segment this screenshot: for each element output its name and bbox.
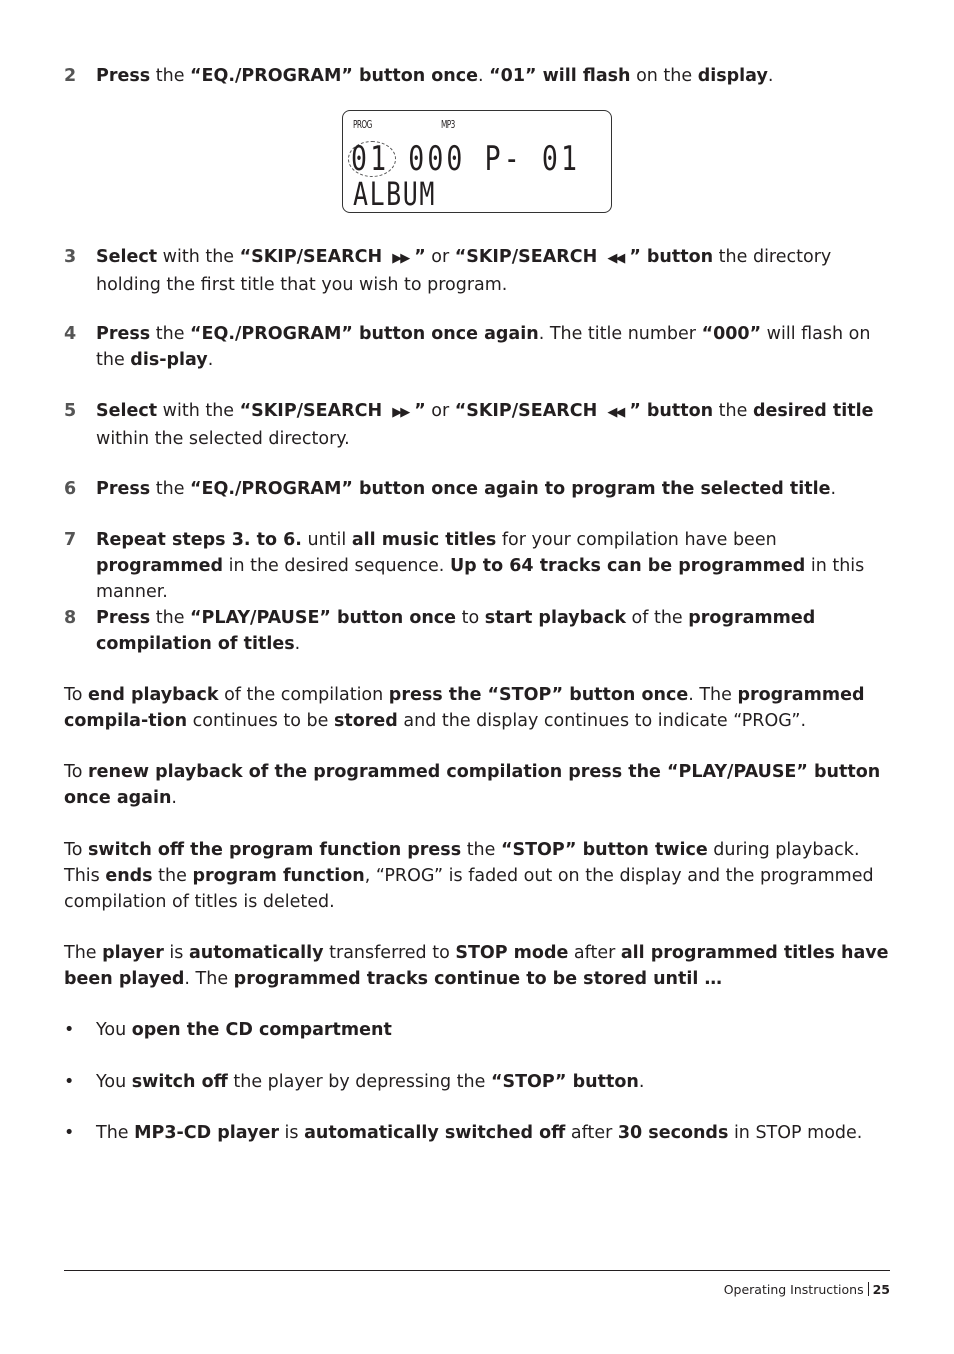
emphasis-run: “SKIP/SEARCH: [454, 247, 604, 267]
lcd-album-readout: ALBUM: [353, 175, 436, 213]
text-run: .: [171, 788, 177, 808]
text-run: .: [294, 634, 301, 654]
emphasis-run: ends: [105, 866, 153, 886]
text-run: The: [96, 1123, 135, 1143]
text-run: the: [150, 608, 191, 628]
lcd-main-readout: 01 000 P- 01: [351, 139, 581, 179]
text-run: the: [150, 66, 191, 86]
emphasis-run: all music titles: [351, 530, 497, 550]
emphasis-run: display: [697, 66, 768, 86]
text-run: .: [830, 479, 837, 499]
paragraph-switch-off-program: [64, 837, 890, 915]
text-run: in STOP mode.: [728, 1123, 863, 1143]
bullet-mark: •: [64, 1072, 75, 1092]
text-run: is: [163, 943, 189, 963]
emphasis-run: STOP mode: [455, 943, 569, 963]
text-run: of the: [625, 608, 689, 628]
emphasis-run: programmed: [96, 556, 224, 576]
emphasis-run: Press: [96, 479, 151, 499]
emphasis-run: “000”: [701, 324, 762, 344]
lcd-display: [342, 110, 612, 213]
emphasis-run: player: [102, 943, 164, 963]
text-run: the: [150, 324, 191, 344]
emphasis-run: all programmed titles have been played: [64, 943, 889, 989]
text-run: . The: [184, 969, 234, 989]
bullet-item: [64, 1069, 890, 1095]
footer-label: Operating Instructions: [723, 1282, 864, 1297]
text-run: You: [96, 1072, 132, 1092]
text-run: within the selected directory.: [96, 429, 350, 449]
text-run: transferred to: [323, 943, 456, 963]
text-run: or: [425, 247, 455, 267]
text-run: with the: [157, 401, 240, 421]
emphasis-run: program function: [192, 866, 365, 886]
text-run: the: [150, 479, 191, 499]
emphasis-run: “PLAY/PAUSE” button once: [190, 608, 457, 628]
skip-search-symbol: ◀◀: [607, 405, 624, 420]
step-text: [96, 321, 890, 373]
emphasis-run: start playback: [484, 608, 626, 628]
emphasis-run: “SKIP/SEARCH: [239, 247, 389, 267]
text-run: or: [425, 401, 455, 421]
emphasis-run: renew playback of the programmed compilation press the “PLAY/PAUSE” button once again: [64, 762, 881, 808]
text-run: after: [565, 1123, 618, 1143]
text-run: You: [96, 1020, 132, 1040]
skip-search-symbol: ◀◀: [607, 251, 624, 266]
step-text: [96, 244, 890, 298]
text-run: for your compilation have been: [496, 530, 777, 550]
text-run: until: [301, 530, 352, 550]
step-number: 6: [64, 479, 77, 499]
footer-separator: [868, 1282, 869, 1296]
text-run: the player by depressing the: [227, 1072, 491, 1092]
emphasis-run: “EQ./PROGRAM” button once again: [190, 324, 539, 344]
text-run: on the: [630, 66, 698, 86]
step-3: [64, 244, 890, 298]
emphasis-run: “01” will flash: [489, 66, 631, 86]
emphasis-run: ” button: [629, 401, 714, 421]
emphasis-run: open the CD compartment: [131, 1020, 392, 1040]
skip-search-symbol: ▶▶: [392, 251, 409, 266]
text-run: The: [64, 943, 103, 963]
emphasis-run: Press: [96, 66, 151, 86]
text-run: To: [64, 685, 88, 705]
footer-divider: [64, 1270, 890, 1271]
step-5: [64, 398, 890, 452]
step-number: 4: [64, 324, 77, 344]
text-run: .: [767, 66, 774, 86]
text-run: , “PROG” is faded out on the display and the programmed compilation of titles is deleted.: [64, 866, 874, 912]
step-number: 5: [64, 401, 77, 421]
bullet-mark: •: [64, 1020, 75, 1040]
step-text: [96, 527, 890, 605]
text-run: of the compilation: [218, 685, 389, 705]
page-footer: [724, 1282, 890, 1298]
paragraph-auto-stop: [64, 940, 890, 992]
text-run: the: [152, 866, 193, 886]
emphasis-run: programmed compila-tion: [64, 685, 865, 731]
text-run: the directory holding the first title that you wish to program.: [96, 247, 832, 295]
step-text: [96, 476, 890, 502]
step-text: [96, 398, 890, 452]
bullet-text: [96, 1017, 890, 1043]
emphasis-run: Select: [96, 401, 158, 421]
step-text: [96, 605, 890, 657]
text-run: with the: [157, 247, 240, 267]
step-text: [96, 63, 890, 89]
emphasis-run: switch off the program function press: [88, 840, 462, 860]
step-8: [64, 605, 890, 657]
step-number: 8: [64, 608, 77, 628]
step-6: [64, 476, 890, 502]
emphasis-run: “SKIP/SEARCH: [239, 401, 389, 421]
step-4: [64, 321, 890, 373]
paragraph-renew-playback: [64, 759, 890, 811]
text-run: and the display continues to indicate “PROG”.: [397, 711, 807, 731]
emphasis-run: programmed compilation of titles: [96, 608, 816, 654]
skip-search-symbol: ▶▶: [392, 405, 409, 420]
emphasis-run: press the “STOP” button once: [388, 685, 689, 705]
text-run: .: [207, 350, 214, 370]
emphasis-run: ”: [414, 247, 426, 267]
emphasis-run: Press: [96, 324, 151, 344]
emphasis-run: ” button: [629, 247, 714, 267]
emphasis-run: “STOP” button: [490, 1072, 639, 1092]
text-run: To: [64, 840, 88, 860]
bullet-text: [96, 1120, 890, 1146]
emphasis-run: dis-play: [130, 350, 208, 370]
emphasis-run: automatically: [188, 943, 324, 963]
text-run: to: [456, 608, 485, 628]
emphasis-run: end playback: [88, 685, 219, 705]
text-run: . The: [688, 685, 738, 705]
emphasis-run: Up to 64 tracks can be programmed: [449, 556, 806, 576]
emphasis-run: “EQ./PROGRAM” button once again to program the selected title: [190, 479, 831, 499]
page-number: 25: [872, 1282, 890, 1297]
emphasis-run: ”: [414, 401, 426, 421]
text-run: after: [568, 943, 621, 963]
step-number: 2: [64, 66, 77, 86]
bullet-mark: •: [64, 1123, 75, 1143]
lcd-prog-indicator: PROG: [353, 119, 372, 131]
emphasis-run: programmed tracks continue to be stored until …: [233, 969, 722, 989]
bullet-item: [64, 1120, 890, 1146]
emphasis-run: switch off: [131, 1072, 228, 1092]
text-run: .: [478, 66, 490, 86]
bullet-item: [64, 1017, 890, 1043]
emphasis-run: stored: [333, 711, 398, 731]
text-run: in the desired sequence.: [223, 556, 450, 576]
paragraph-end-playback: [64, 682, 890, 734]
text-run: is: [278, 1123, 305, 1143]
text-run: continues to be: [187, 711, 334, 731]
step-number: 3: [64, 247, 77, 267]
step-7: [64, 527, 890, 605]
text-run: .: [638, 1072, 645, 1092]
emphasis-run: Select: [96, 247, 158, 267]
bullet-text: [96, 1069, 890, 1095]
text-run: during playback. This: [64, 840, 860, 886]
emphasis-run: “STOP” button twice: [500, 840, 708, 860]
emphasis-run: “SKIP/SEARCH: [454, 401, 604, 421]
text-run: the: [461, 840, 501, 860]
text-run: in this manner.: [96, 556, 865, 602]
lcd-mp3-indicator: MP3: [441, 119, 455, 131]
text-run: will flash on the: [96, 324, 871, 370]
step-number: 7: [64, 530, 77, 550]
emphasis-run: desired title: [752, 401, 874, 421]
emphasis-run: “EQ./PROGRAM” button once: [190, 66, 478, 86]
text-run: To: [64, 762, 88, 782]
text-run: . The title number: [538, 324, 702, 344]
step-2: [64, 63, 890, 89]
emphasis-run: automatically switched off: [304, 1123, 566, 1143]
text-run: the: [713, 401, 753, 421]
emphasis-run: Repeat steps 3. to 6.: [96, 530, 302, 550]
emphasis-run: Press: [96, 608, 151, 628]
emphasis-run: MP3-CD player: [134, 1123, 279, 1143]
emphasis-run: 30 seconds: [617, 1123, 729, 1143]
